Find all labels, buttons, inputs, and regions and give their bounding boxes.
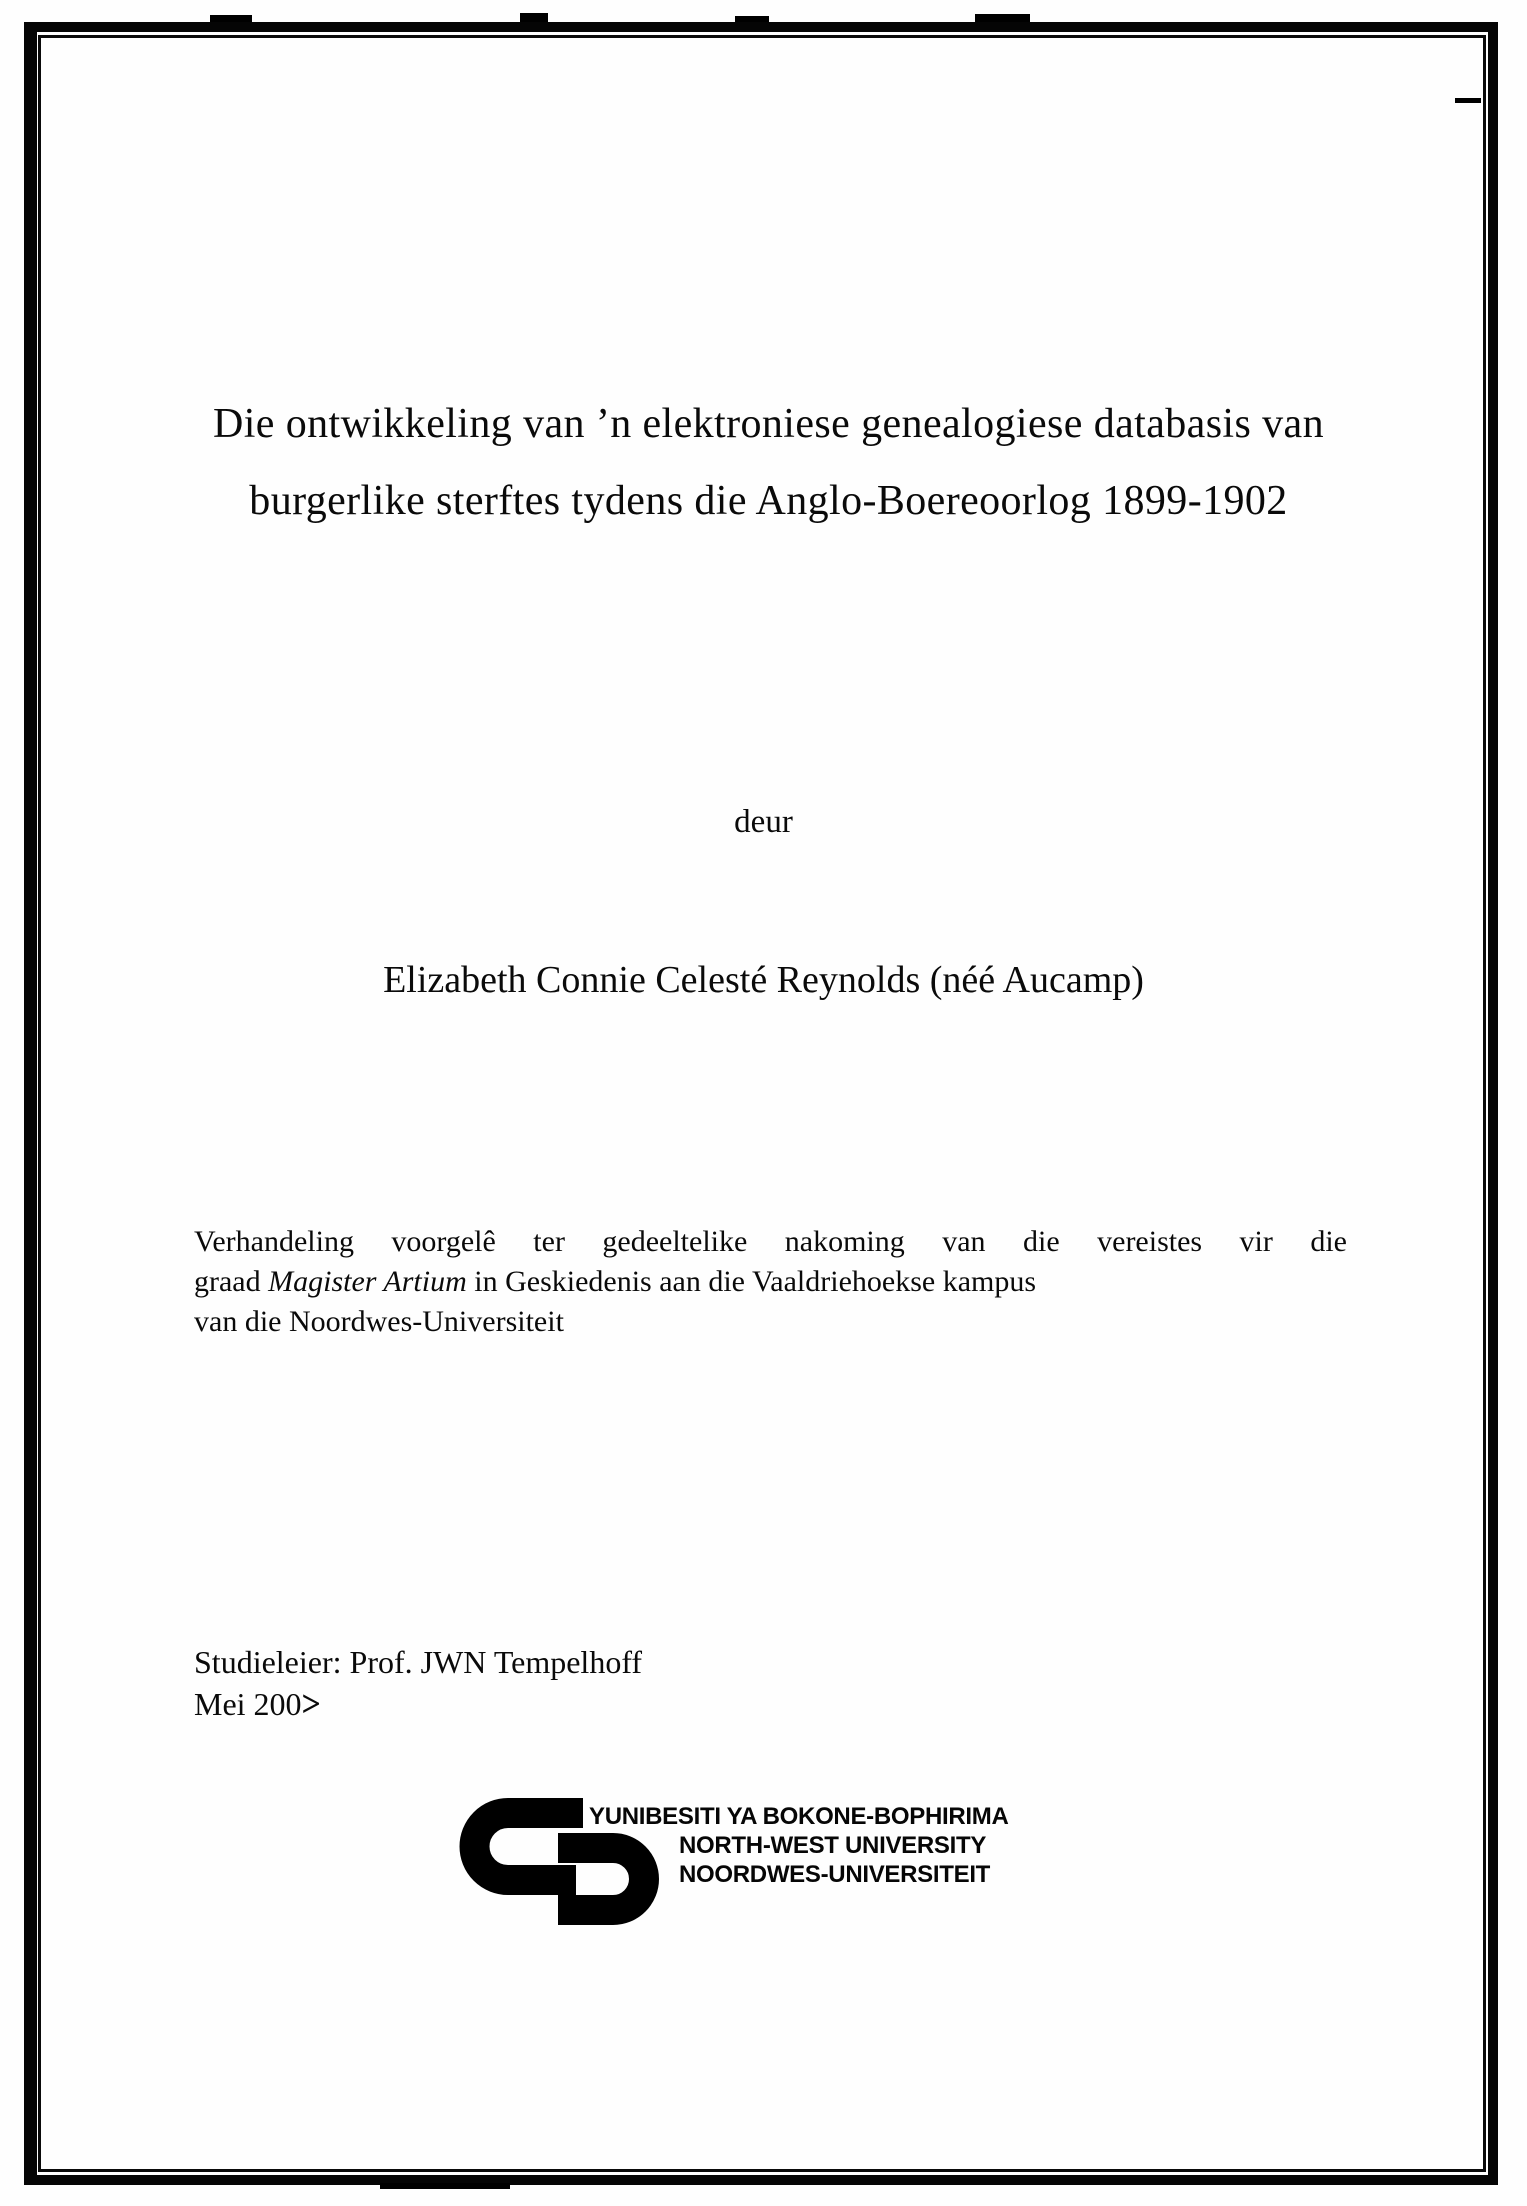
date-text: Mei 200	[194, 1686, 302, 1722]
scan-artifact	[210, 15, 252, 22]
date-line	[194, 1683, 642, 1726]
degree-statement-line-1: Verhandeling voorgelê ter gedeeltelike nakoming van die vereistes vir die	[194, 1225, 1347, 1258]
university-logo	[458, 1796, 1098, 1931]
logo-text-afrikaans: NOORDWES-UNIVERSITEIT	[679, 1861, 991, 1888]
degree-statement-line-3: van die Noordwes-Universiteit	[194, 1305, 564, 1338]
scan-artifact	[520, 13, 548, 22]
supervisor-line: Studieleier: Prof. JWN Tempelhoff	[194, 1644, 643, 1680]
degree-statement-line-2	[194, 1262, 1347, 1302]
thesis-title-line-2: burgerlike sterftes tydens die Anglo-Boereoorlog 1899-1902	[249, 478, 1288, 524]
degree-statement-line-2-pre: graad	[194, 1265, 269, 1298]
byline-label: deur	[734, 804, 793, 840]
logo-text-english: NORTH-WEST UNIVERSITY	[679, 1832, 987, 1859]
supervisor-block	[194, 1641, 642, 1726]
degree-latin-name: Magister Artium	[268, 1265, 467, 1298]
scan-artifact	[735, 16, 769, 22]
thesis-title-line-1: Die ontwikkeling van ’n elektroniese genealogiese databasis van	[212, 401, 1324, 447]
scan-artifact	[975, 14, 1030, 22]
scan-artifact	[1455, 98, 1481, 103]
logo-text-setswana: YUNIBESITI YA BOKONE-BOPHIRIMA	[589, 1803, 1009, 1830]
degree-statement-line-2-post: in Geskiedenis aan die Vaaldriehoekse kampus	[466, 1265, 1037, 1298]
scan-artifact	[380, 2183, 510, 2189]
thesis-title	[185, 386, 1352, 540]
degree-statement	[194, 1222, 1347, 1342]
smudged-digit-glyph: >	[301, 1684, 321, 1725]
author-name: Elizabeth Connie Celesté Reynolds (néé Aucamp)	[383, 959, 1144, 1001]
